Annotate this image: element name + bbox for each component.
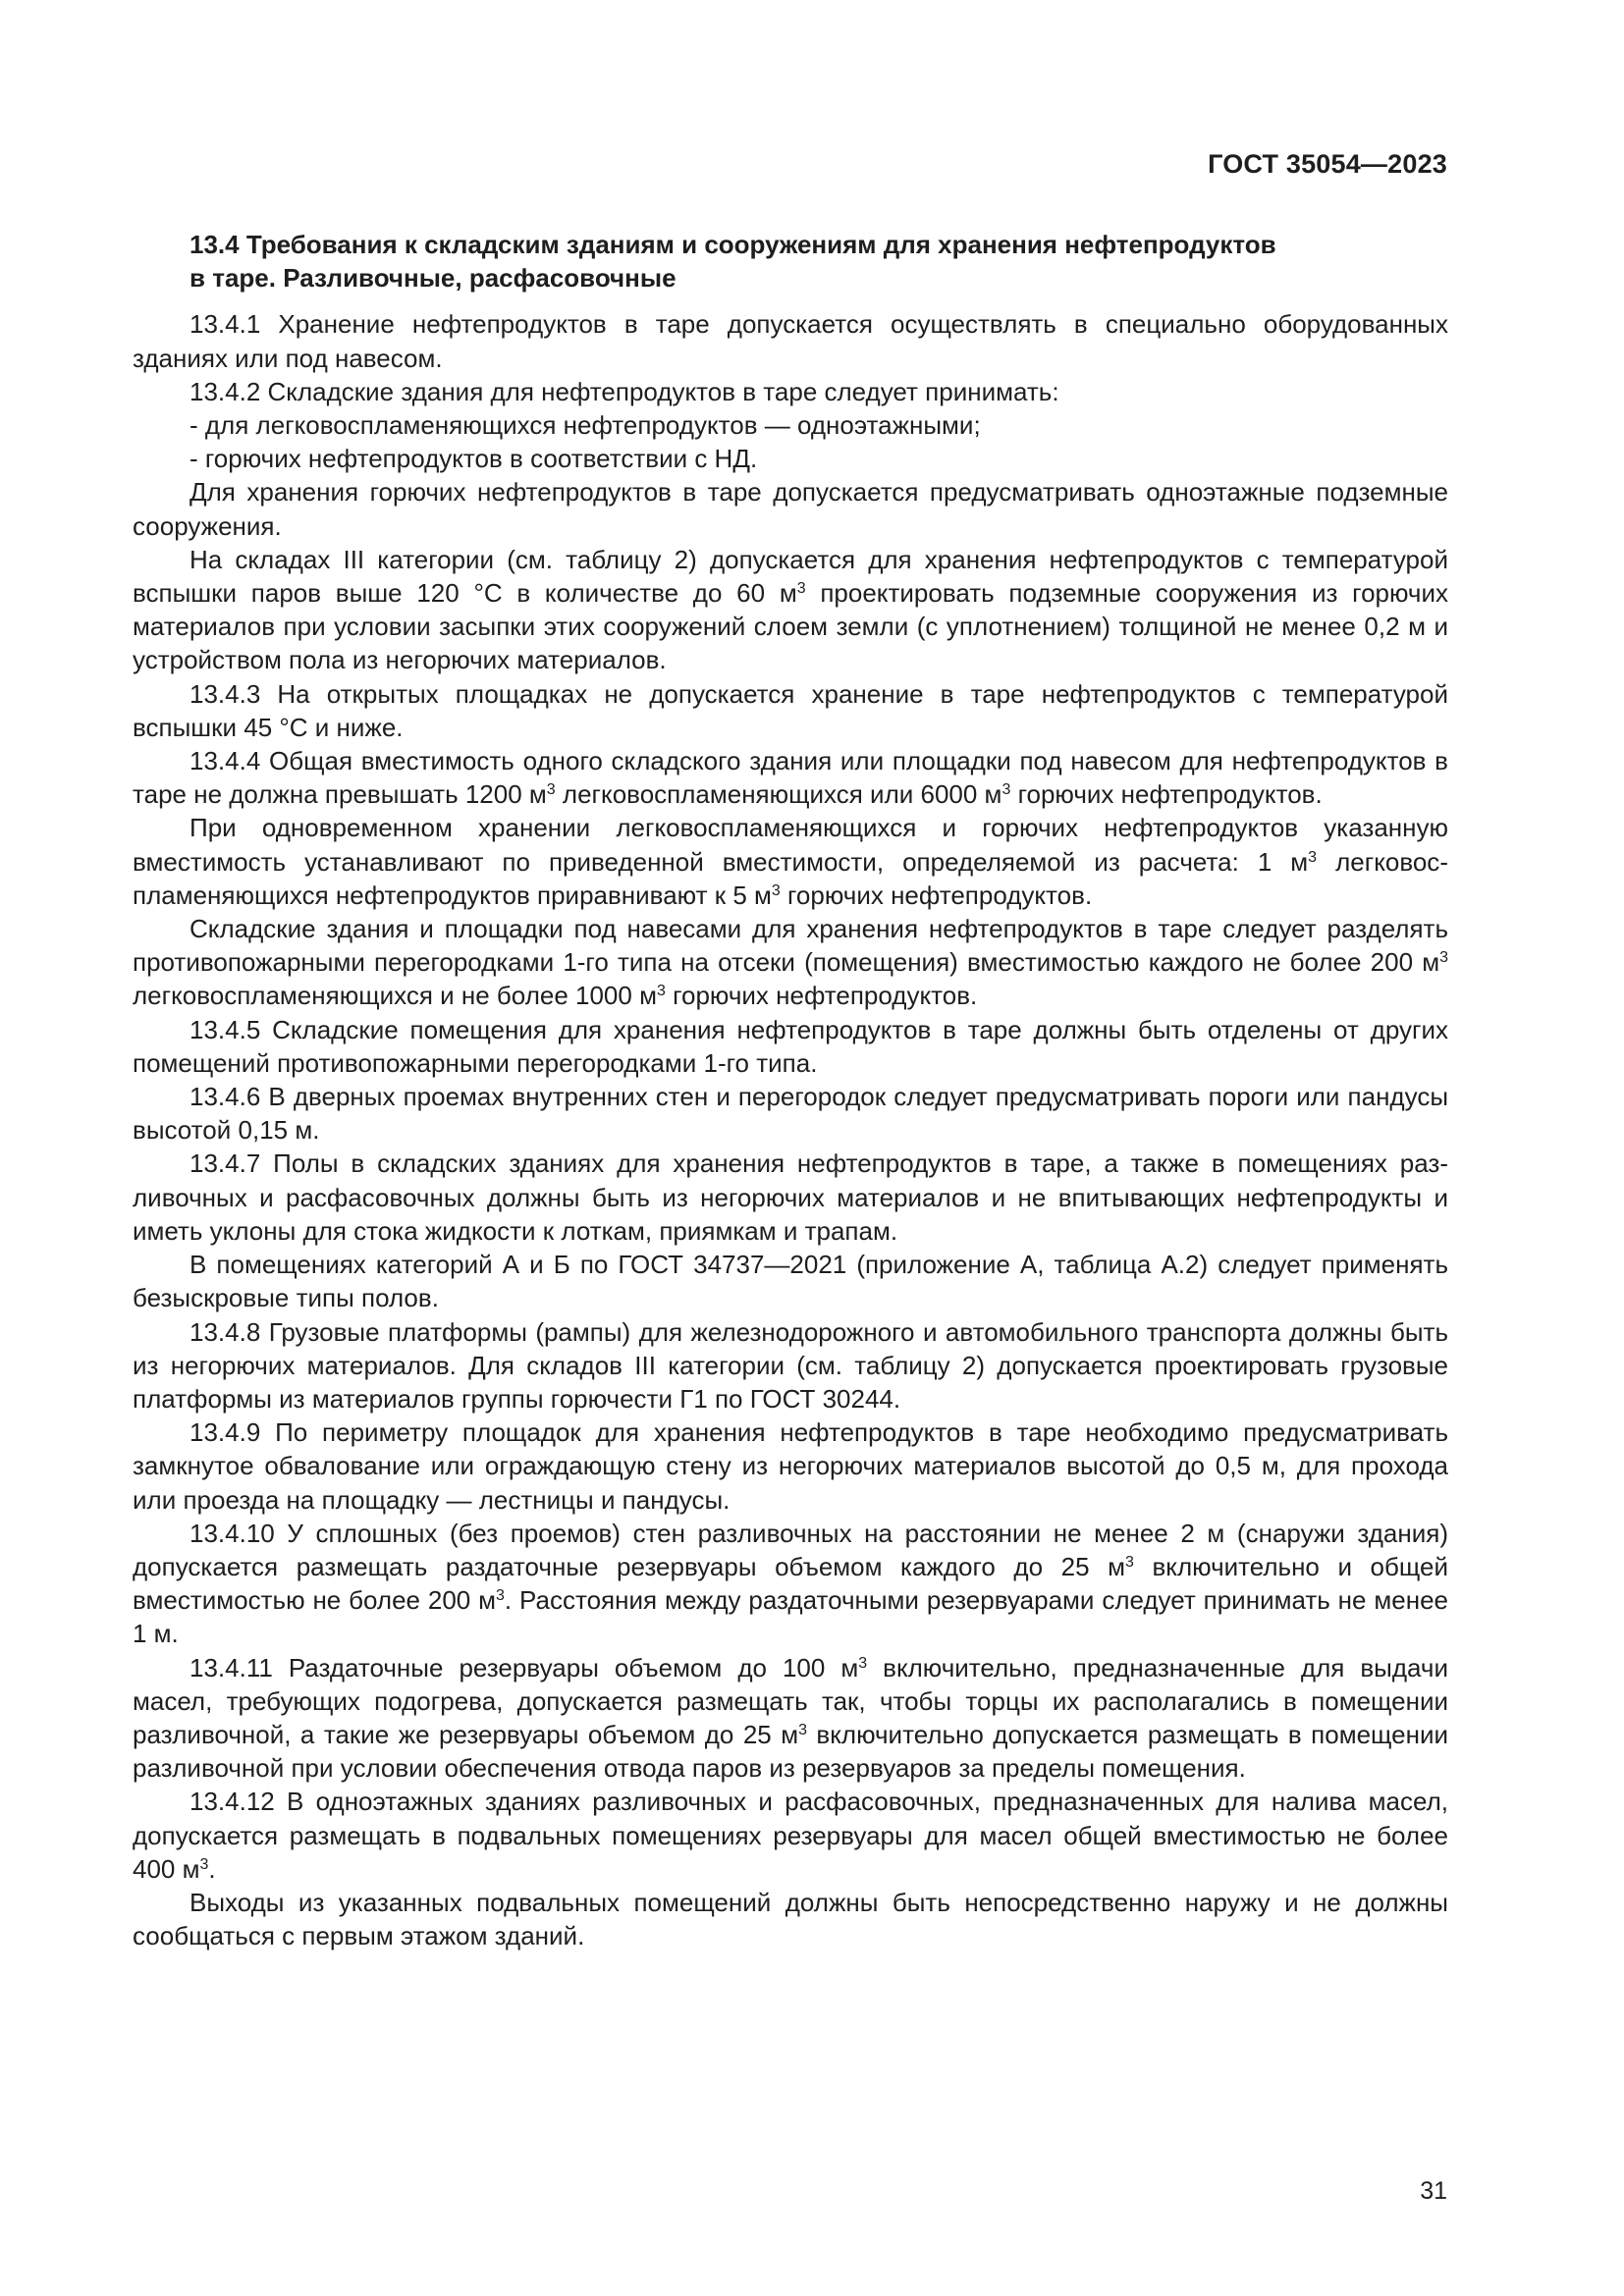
paragraph-13-4-5: 13.4.5 Складские помещения для хранения нефтепродуктов в таре должны быть отделены от других помещений противопожарными перегородками 1-го типа.: [133, 1014, 1448, 1078]
paragraph-fire-partitions: Складские здания и площадки под навесами для хранения нефтепродуктов в таре следует разделять противопожарными перегородками 1-го типа на отсеки (помещения) вместимостью каждого не более 200 $м^3$ легковоспламеняющихся и не более 1000 $м^3$ горючих нефтепродуктов.: [133, 914, 1448, 1011]
paragraph-13-4-8: 13.4.8 Грузовые платформы (рампы) для железнодорожного и автомобильного транспорта должны быть из негорючих материалов. Для складов III категории (см. таблицу 2) допускается проектировать грузовые платформы из материалов группы горючести Г1 по ГОСТ 30244.: [133, 1316, 1448, 1414]
paragraph-reduced-capacity: При одновременном хранении легковоспламеняющихся и горючих нефтепродуктов указанную вместимость устанавливают по приведенной вместимости, определяемой из расчета: 1 $м^3$ легковоспламеняющихся нефтепродуктов приравнивают к 5 $м^3$ горючих нефтепродуктов.: [133, 813, 1448, 910]
paragraph-13-4-4: 13.4.4 Общая вместимость одного складского здания или площадки под навесом для нефтепродуктов в таре не должна превышать 1200 $м^3$ легковоспламеняющихся или 6000 $м^3$ горючих нефтепродуктов.: [133, 746, 1448, 810]
list-item-flammable: - для легковоспламеняющихся нефтепродуктов — одноэтажными;: [189, 410, 981, 441]
paragraph-basement-exits: Выходы из указанных подвальных помещений должны быть непосредственно наружу и не должны сообщаться с первым этажом зданий.: [133, 1887, 1448, 1951]
paragraph-13-4-11: 13.4.11 Раздаточные резервуары объемом до 100 $м^3$ включительно, предназначенные для выдачи масел, требующих подогрева, допускается размещать так, чтобы торцы их располагались в помещении разливочной, а такие же резервуары объемом до 25 $м^3$ включительно допускается размещать в помещении разливочной при условии обеспечения отвода паров из резервуаров за пределы помещения.: [133, 1652, 1448, 1784]
page-number: 31: [1420, 2177, 1447, 2205]
paragraph-13-4-3: 13.4.3 На открытых площадках не допускается хранение в таре нефтепродуктов с температурой вспышки 45 °С и ниже.: [133, 678, 1448, 742]
section-heading: [133, 228, 1448, 294]
paragraph-13-4-10: 13.4.10 У сплошных (без проемов) стен разливочных на расстоянии не менее 2 м (снаружи здания) допускается размещать раздаточные резервуары объемом каждого до 25 $м^3$ включительно и общей вместимостью не более 200 $м^3$. Расстояния между раздаточными резервуарами следует принимать не менее 1 м.: [133, 1518, 1448, 1649]
paragraph-13-4-12: 13.4.12 В одноэтажных зданиях разливочных и расфасовочных, предназначенных для налива масел, допускается размещать в подвальных помещениях резервуары для масел общей вместимостью не более 400 $м^3$.: [133, 1787, 1448, 1884]
document-body: [133, 228, 1448, 1952]
paragraph-13-4-7: 13.4.7 Полы в складских зданиях для хранения нефтепродуктов в таре, а также в помещениях разливочных и расфасовочных должны быть из негорючих материалов и не впитывающих нефтепродукты и иметь уклоны для стока жидкости к лоткам, приямкам и трапам.: [133, 1148, 1448, 1246]
paragraph-13-4-6: 13.4.6 В дверных проемах внутренних стен и перегородок следует предусматривать пороги или пандусы высотой 0,15 м.: [133, 1082, 1448, 1146]
paragraph-underground-structures: Для хранения горючих нефтепродуктов в таре допускается предусматривать одноэтажные подземные сооружения.: [133, 477, 1448, 541]
section-heading-line-2: в таре. Разливочные, расфасовочные: [189, 263, 677, 294]
paragraph-category-iii: На складах III категории (см. таблицу 2) допускается для хранения нефтепродуктов с температурой вспышки паров выше 120 °С в количестве до 60 $м^3$ проектировать подземные сооружения из горючих материалов при условии засыпки этих сооружений слоем земли (с уплотнением) толщиной не менее 0,2 м и устройством пола из негорючих материалов.: [133, 544, 1448, 675]
paragraph-spark-free-floors: В помещениях категорий А и Б по ГОСТ 34737—2021 (приложение А, таблица А.2) следует применять безыскровые типы полов.: [133, 1250, 1448, 1313]
page-header-standard: ГОСТ 35054—2023: [1208, 149, 1447, 179]
list-item-combustible: - горючих нефтепродуктов в соответствии с НД.: [189, 444, 758, 474]
paragraph-13-4-2: 13.4.2 Складские здания для нефтепродуктов в таре следует принимать:: [189, 376, 1059, 406]
section-heading-line-1: 13.4 Требования к складским зданиям и сооружениям для хранения нефтепродуктов: [189, 230, 1276, 259]
paragraph-13-4-9: 13.4.9 По периметру площадок для хранения нефтепродуктов в таре необходимо предусматривать замкнутое обвалование или ограждающую стену из негорючих материалов высотой до 0,5 м, для прохода или проезда на площадку — лестницы и пандусы.: [133, 1417, 1448, 1515]
paragraph-13-4-1: 13.4.1 Хранение нефтепродуктов в таре допускается осуществлять в специально оборудованных зданиях или под навесом.: [133, 309, 1448, 373]
